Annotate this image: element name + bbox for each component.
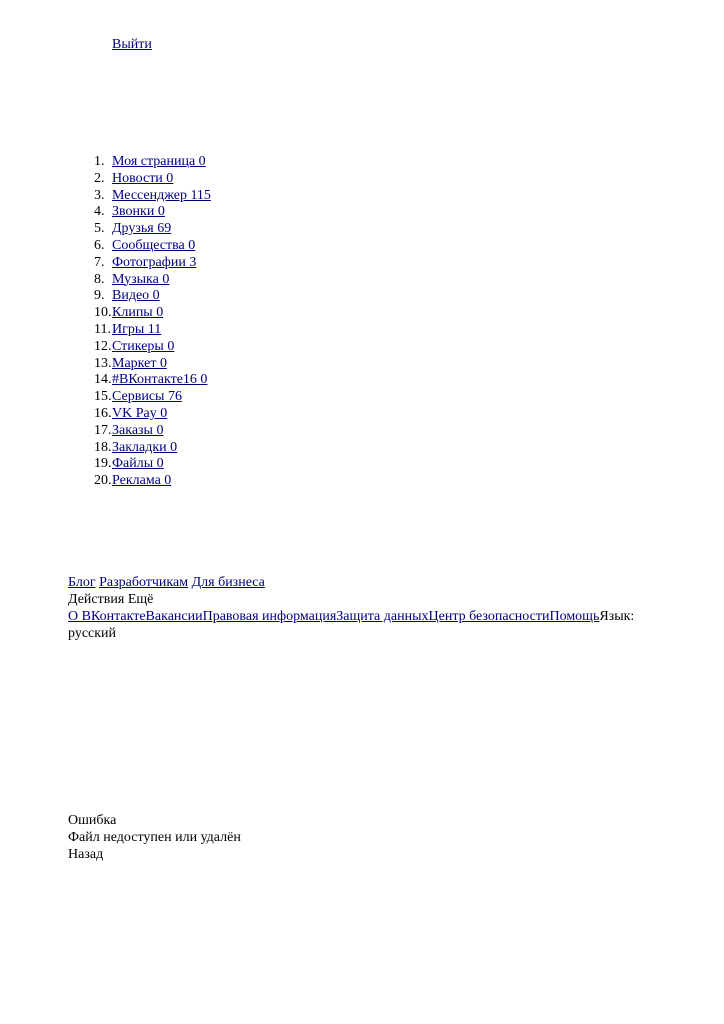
error-title: Ошибка — [68, 813, 117, 828]
footer — [68, 574, 668, 642]
footer-links-secondary — [68, 608, 668, 642]
error-message: Файл недоступен или удалён — [68, 830, 241, 845]
menu-item-number: 3. — [94, 187, 105, 203]
actions-button[interactable]: Действия — [68, 592, 125, 607]
main-menu — [94, 154, 211, 490]
menu-item-stickers — [94, 339, 211, 356]
menu-item-communities — [94, 238, 211, 255]
menu-item-number: 11. — [94, 321, 111, 337]
menu-item-photos — [94, 255, 211, 272]
menu-item-number: 2. — [94, 170, 105, 186]
menu-link-ads[interactable]: Реклама 0 — [112, 473, 172, 489]
menu-item-vk-pay — [94, 406, 211, 423]
menu-item-messenger — [94, 188, 211, 205]
error-block — [68, 812, 241, 863]
menu-item-number: 18. — [94, 439, 112, 455]
menu-item-number: 12. — [94, 338, 112, 354]
menu-item-friends — [94, 221, 211, 238]
menu-link-files[interactable]: Файлы 0 — [112, 456, 164, 472]
menu-link-friends[interactable]: Друзья 69 — [112, 221, 172, 237]
menu-link-services[interactable]: Сервисы 76 — [112, 389, 182, 405]
menu-item-news — [94, 171, 211, 188]
menu-item-number: 5. — [94, 221, 105, 237]
footer-link-help[interactable]: Помощь — [549, 609, 600, 624]
menu-item-number: 13. — [94, 355, 112, 371]
menu-item-number: 20. — [94, 473, 112, 489]
menu-link-news[interactable]: Новости 0 — [112, 170, 174, 186]
menu-item-number: 17. — [94, 422, 112, 438]
menu-item-orders — [94, 423, 211, 440]
menu-item-services — [94, 389, 211, 406]
menu-link-market[interactable]: Маркет 0 — [112, 355, 167, 371]
menu-item-number: 4. — [94, 204, 105, 220]
menu-item-vkontakte16 — [94, 372, 211, 389]
language-selector[interactable]: русский — [68, 626, 117, 641]
footer-link-about[interactable]: О ВКонтакте — [68, 609, 146, 624]
footer-link-blog[interactable]: Блог — [68, 575, 96, 590]
footer-links-primary — [68, 574, 668, 591]
menu-item-calls — [94, 204, 211, 221]
logout-link[interactable]: Выйти — [112, 37, 152, 52]
menu-link-messenger[interactable]: Мессенджер 115 — [112, 187, 211, 203]
menu-link-stickers[interactable]: Стикеры 0 — [112, 338, 175, 354]
menu-link-bookmarks[interactable]: Закладки 0 — [112, 439, 178, 455]
menu-link-video[interactable]: Видео 0 — [112, 288, 160, 304]
menu-link-vkontakte16[interactable]: #ВКонтакте16 0 — [112, 372, 208, 388]
menu-item-number: 6. — [94, 237, 105, 253]
menu-link-communities[interactable]: Сообщества 0 — [112, 237, 196, 253]
menu-item-files — [94, 456, 211, 473]
menu-item-music — [94, 272, 211, 289]
menu-link-games[interactable]: Игры 11 — [112, 321, 162, 337]
footer-link-safety[interactable]: Центр безопасности — [428, 609, 550, 624]
footer-link-legal[interactable]: Правовая информация — [202, 609, 337, 624]
menu-item-number: 1. — [94, 154, 105, 169]
footer-link-jobs[interactable]: Вакансии — [145, 609, 203, 624]
footer-actions — [68, 591, 668, 608]
menu-item-number: 15. — [94, 389, 112, 405]
menu-item-video — [94, 288, 211, 305]
back-button[interactable]: Назад — [68, 847, 104, 862]
menu-item-clips — [94, 305, 211, 322]
menu-link-calls[interactable]: Звонки 0 — [112, 204, 165, 220]
menu-link-photos[interactable]: Фотографии 3 — [112, 254, 197, 270]
menu-item-number: 14. — [94, 372, 112, 388]
menu-link-my-page[interactable]: Моя страница 0 — [112, 154, 206, 169]
footer-link-privacy[interactable]: Защита данных — [336, 609, 429, 624]
menu-link-clips[interactable]: Клипы 0 — [112, 305, 164, 321]
menu-item-number: 16. — [94, 405, 112, 421]
menu-item-number: 9. — [94, 288, 105, 304]
more-button[interactable]: Ещё — [127, 592, 154, 607]
menu-link-vk-pay[interactable]: VK Pay 0 — [112, 405, 168, 421]
menu-item-number: 7. — [94, 254, 105, 270]
menu-item-my-page — [94, 154, 211, 171]
menu-item-bookmarks — [94, 440, 211, 457]
menu-link-music[interactable]: Музыка 0 — [112, 271, 170, 287]
footer-link-developers[interactable]: Разработчикам — [99, 575, 189, 590]
language-label: Язык: — [599, 609, 635, 624]
menu-item-number: 10. — [94, 305, 112, 321]
menu-item-number: 8. — [94, 271, 105, 287]
menu-item-ads — [94, 473, 211, 490]
menu-item-games — [94, 322, 211, 339]
menu-item-number: 19. — [94, 456, 112, 472]
menu-link-orders[interactable]: Заказы 0 — [112, 422, 164, 438]
menu-item-market — [94, 356, 211, 373]
footer-link-business[interactable]: Для бизнеса — [191, 575, 265, 590]
